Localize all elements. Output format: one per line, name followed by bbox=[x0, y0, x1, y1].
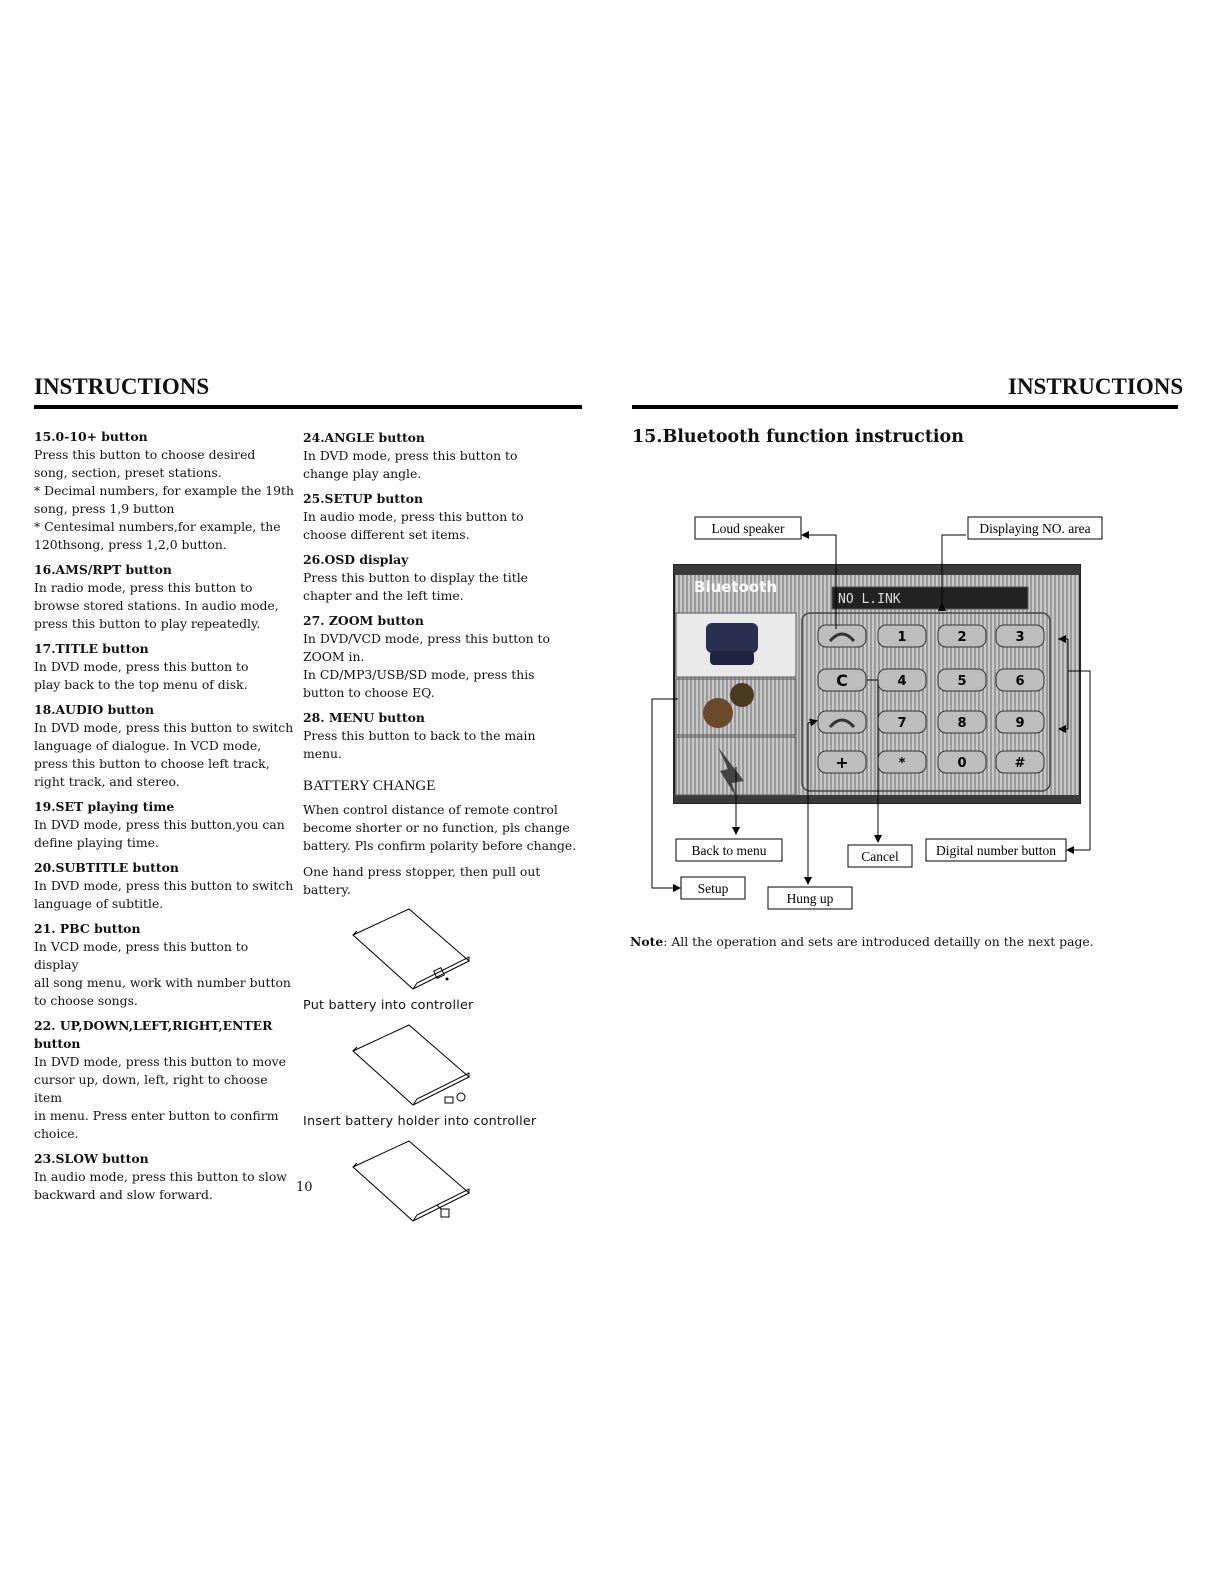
callout-label: Digital number button bbox=[936, 843, 1056, 858]
screen-title: Bluetooth bbox=[694, 578, 778, 596]
key-label: 6 bbox=[1015, 674, 1025, 689]
callout-label: Cancel bbox=[861, 849, 899, 864]
instruction-item bbox=[303, 709, 578, 763]
item-title: 15.0-10+ button bbox=[34, 429, 148, 444]
instruction-item bbox=[303, 429, 578, 483]
item-body: In DVD mode, press this button,you can define playing time. bbox=[34, 817, 285, 850]
item-title: 24.ANGLE button bbox=[303, 430, 425, 445]
item-body: Press this button to choose desired song, section, preset stations. * Decimal numbers, for example the 19th song, press 1,9 button * Centesimal numbers,for example, the 120thsong, press 1,2,0 button. bbox=[34, 447, 294, 552]
instruction-item bbox=[34, 428, 294, 554]
hang-up-key[interactable] bbox=[818, 711, 866, 733]
key-label: 0 bbox=[957, 756, 967, 771]
item-title: 20.SUBTITLE button bbox=[34, 860, 179, 875]
callout-label: Loud speaker bbox=[711, 521, 785, 536]
note bbox=[630, 934, 1094, 949]
key-label: 9 bbox=[1015, 716, 1025, 731]
instruction-item bbox=[34, 920, 294, 1010]
item-title: 23.SLOW button bbox=[34, 1151, 149, 1166]
remote-battery-out-illustration bbox=[351, 907, 481, 991]
page-header-left: INSTRUCTIONS bbox=[34, 374, 210, 399]
battery-caption-1: Put battery into controller bbox=[303, 998, 474, 1013]
page-number: 10 bbox=[296, 1180, 313, 1195]
item-body: In audio mode, press this button to slow backward and slow forward. bbox=[34, 1169, 287, 1202]
instruction-item bbox=[303, 490, 578, 544]
battery-paragraph: When control distance of remote control become shorter or no function, pls change battery. Pls confirm polarity before change. bbox=[303, 802, 577, 853]
item-title: 17.TITLE button bbox=[34, 641, 149, 656]
instruction-item bbox=[34, 859, 294, 913]
key-label: 5 bbox=[957, 674, 967, 689]
instruction-item bbox=[34, 1150, 294, 1204]
item-title: 25.SETUP button bbox=[303, 491, 423, 506]
item-title: 27. ZOOM button bbox=[303, 613, 424, 628]
key-label: 7 bbox=[897, 716, 907, 731]
item-body: In radio mode, press this button to browse stored stations. In audio mode, press this button to play repeatedly. bbox=[34, 580, 279, 631]
battery-instruction: One hand press stopper, then pull out battery. bbox=[303, 864, 541, 897]
item-body: In DVD mode, press this button to switch language of subtitle. bbox=[34, 878, 294, 911]
instruction-item bbox=[303, 612, 578, 702]
header-rule-right bbox=[632, 405, 1178, 409]
item-title: 26.OSD display bbox=[303, 552, 409, 567]
item-title: 28. MENU button bbox=[303, 710, 425, 725]
item-body: In VCD mode, press this button to display all song menu, work with number button to choose songs. bbox=[34, 939, 291, 1008]
phone-icon bbox=[706, 623, 758, 665]
item-body: In DVD mode, press this button to play back to the top menu of disk. bbox=[34, 659, 249, 692]
callout-label: Back to menu bbox=[691, 843, 767, 858]
header-rule-left bbox=[34, 405, 582, 409]
item-body: In audio mode, press this button to choose different set items. bbox=[303, 509, 524, 542]
bluetooth-diagram bbox=[640, 505, 1110, 915]
instruction-item bbox=[34, 561, 294, 633]
key-label: 3 bbox=[1015, 630, 1025, 645]
note-text: : All the operation and sets are introduced detailly on the next page. bbox=[663, 934, 1094, 949]
callout-label: Setup bbox=[697, 881, 729, 896]
item-body: In DVD mode, press this button to move cursor up, down, left, right to choose item in menu. Press enter button to confirm choice. bbox=[34, 1054, 286, 1141]
item-body: In DVD mode, press this button to change play angle. bbox=[303, 448, 518, 481]
remote-battery-in-illustration bbox=[351, 1139, 481, 1223]
key-label: * bbox=[898, 756, 906, 771]
key-label: 8 bbox=[957, 716, 967, 731]
instruction-item bbox=[34, 798, 294, 852]
item-body: In DVD/VCD mode, press this button to ZOOM in. In CD/MP3/USB/SD mode, press this button to choose EQ. bbox=[303, 631, 550, 700]
key-label: 2 bbox=[957, 630, 967, 645]
key-label: # bbox=[1014, 756, 1026, 771]
cancel-key-label: C bbox=[836, 671, 848, 690]
display-text: NO L.INK bbox=[838, 592, 901, 607]
callout-label: Displaying NO. area bbox=[979, 521, 1091, 536]
instruction-item bbox=[303, 551, 578, 605]
instruction-item bbox=[34, 1017, 294, 1143]
instruction-item bbox=[34, 701, 294, 791]
item-body: In DVD mode, press this button to switch language of dialogue. In VCD mode, press this button to choose left track, right track, and stereo. bbox=[34, 720, 294, 789]
note-label: Note bbox=[630, 934, 664, 949]
item-title: 22. UP,DOWN,LEFT,RIGHT,ENTER button bbox=[34, 1018, 273, 1051]
plus-key-label: + bbox=[835, 753, 849, 772]
instruction-item bbox=[34, 640, 294, 694]
remote-insert-battery-illustration bbox=[351, 1023, 481, 1107]
callout-label: Hung up bbox=[786, 891, 834, 906]
item-title: 19.SET playing time bbox=[34, 799, 175, 814]
key-label: 1 bbox=[897, 630, 907, 645]
battery-caption-2: Insert battery holder into controller bbox=[303, 1114, 537, 1129]
bluetooth-section-title: 15.Bluetooth function instruction bbox=[632, 427, 964, 447]
loud-speaker-key[interactable] bbox=[818, 625, 866, 647]
battery-heading: BATTERY CHANGE bbox=[303, 778, 436, 794]
item-title: 18.AUDIO button bbox=[34, 702, 155, 717]
item-body: Press this button to display the title chapter and the left time. bbox=[303, 570, 529, 603]
item-title: 16.AMS/RPT button bbox=[34, 562, 172, 577]
left-column bbox=[34, 428, 294, 1211]
page-header-right: INSTRUCTIONS bbox=[1008, 374, 1184, 399]
key-label: 4 bbox=[897, 674, 907, 689]
item-body: Press this button to back to the main menu. bbox=[303, 728, 536, 761]
middle-column bbox=[303, 429, 578, 1223]
item-title: 21. PBC button bbox=[34, 921, 141, 936]
